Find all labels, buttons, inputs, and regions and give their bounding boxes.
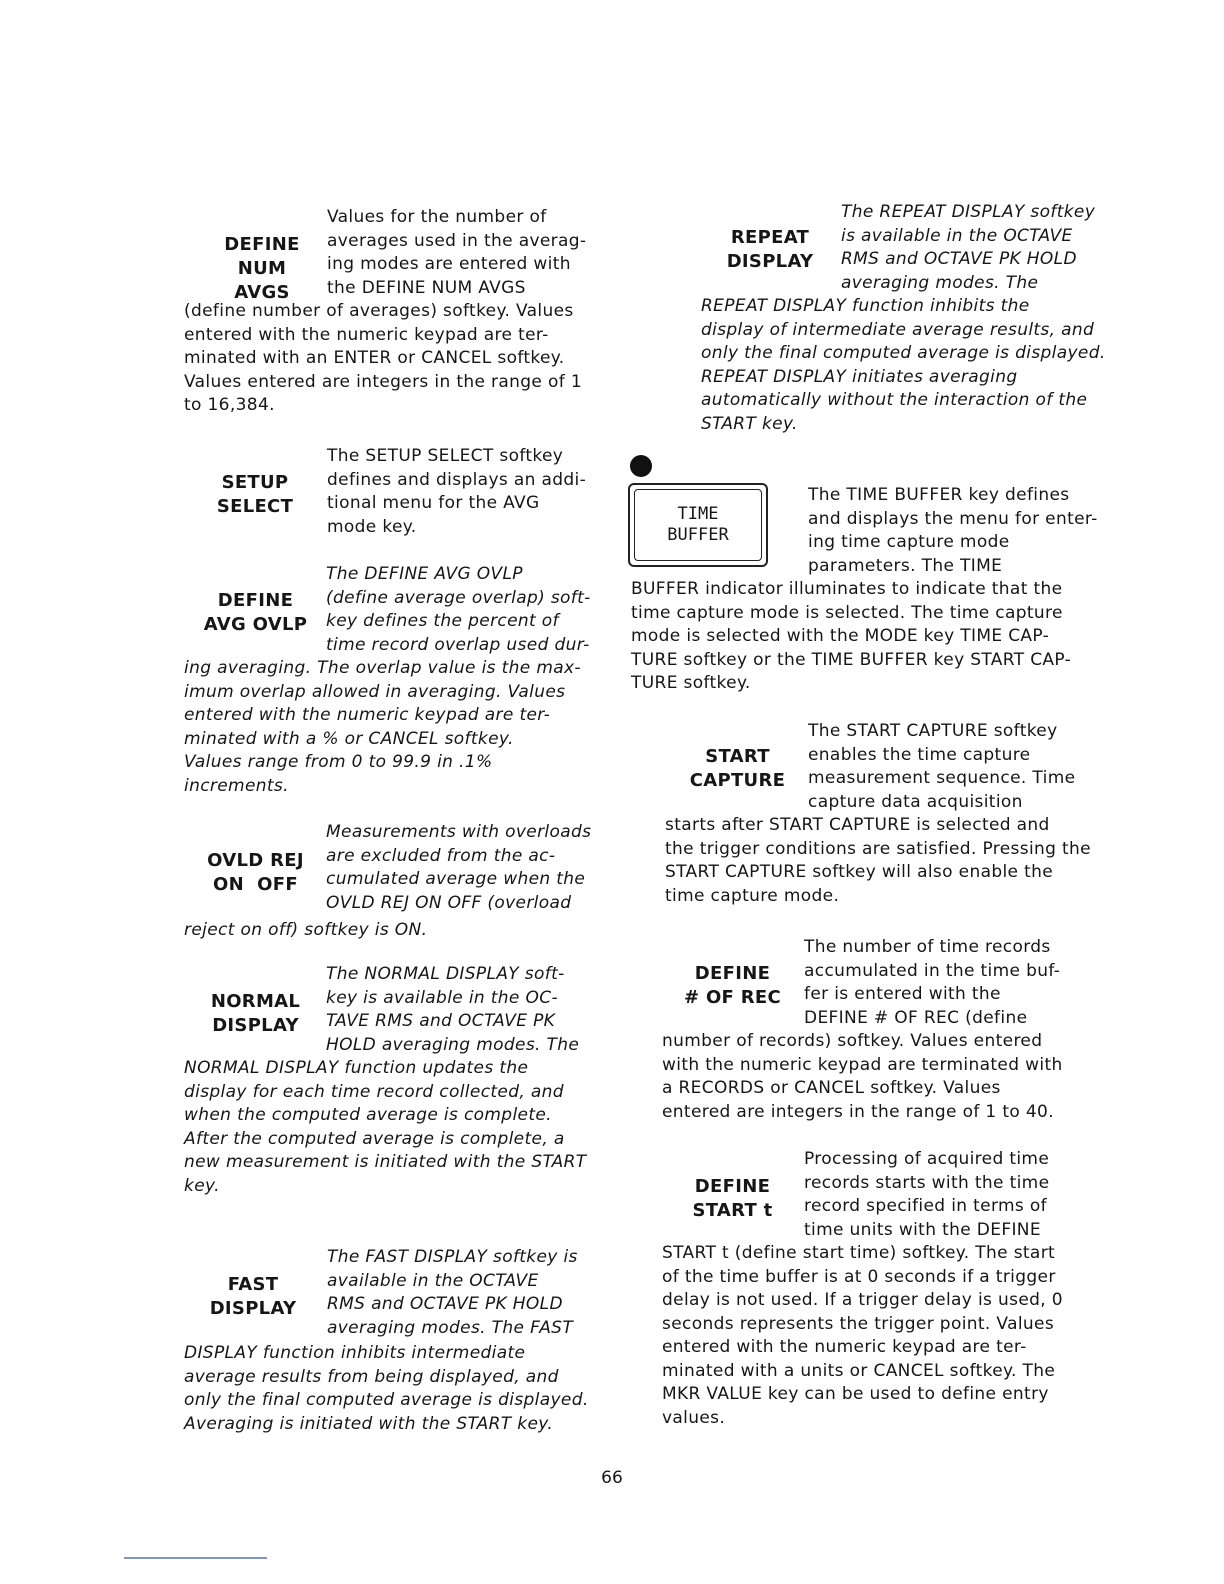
description-line: The START CAPTURE softkey (808, 721, 1058, 741)
softkey-label-line: DEFINE (224, 234, 300, 255)
description-line: delay is not used. If a trigger delay is used, 0 (662, 1290, 1063, 1310)
description-line: TURE softkey. (631, 673, 751, 693)
description-line: and displays the menu for enter- (808, 508, 1098, 529)
description-line: the trigger conditions are satisfied. Pressing the (665, 838, 1091, 859)
description-line: mode is selected with the MODE key TIME CAP- (631, 626, 1050, 646)
description-line: Values range from 0 to 99.9 in .1% (184, 752, 493, 772)
description-line: parameters. The TIME (808, 555, 1003, 576)
description-line: DEFINE # OF REC (define (804, 1007, 1028, 1028)
description-line: cumulated average when the (326, 869, 586, 889)
description-line: The FAST DISPLAY softkey is (327, 1247, 578, 1267)
description-line: The SETUP SELECT softkey (327, 446, 564, 466)
description-line: when the computed average is complete. (184, 1105, 552, 1125)
description-line: average results from being displayed, and (184, 1366, 559, 1387)
description-body (184, 1342, 589, 1436)
description-line: The NORMAL DISPLAY soft- (326, 964, 565, 984)
softkey-label-normal-display (203, 990, 308, 1038)
footer-divider (124, 1557, 267, 1559)
page-number: 66 (601, 1468, 623, 1488)
softkey-label-line: START (705, 746, 770, 767)
softkey-label-define-start-t (680, 1175, 785, 1223)
softkey-label-line: NUM AVGS (234, 258, 290, 303)
softkey-label-line: # OF REC (684, 987, 781, 1008)
description-line: (define number of averages) softkey. Values (184, 301, 574, 321)
softkey-label-line: FAST (227, 1274, 279, 1295)
softkey-label-line: DEFINE (694, 1176, 771, 1197)
description-body (184, 300, 582, 418)
softkey-label-fast-display (203, 1273, 303, 1321)
description-line: time capture mode. (665, 885, 840, 906)
description-line: imum overlap allowed in averaging. Values (184, 681, 566, 702)
description-line: key is available in the OC- (326, 987, 558, 1008)
softkey-label-line: REPEAT (730, 227, 810, 248)
description-line: averaging modes. The FAST (327, 1317, 574, 1338)
description-line: START key. (701, 413, 798, 434)
description-body (662, 1030, 1063, 1124)
softkey-label-line: START t (692, 1200, 773, 1221)
description-line: TURE softkey or the TIME BUFFER key START CAP- (631, 649, 1072, 670)
softkey-label-line: AVG OVLP (203, 614, 308, 635)
description-line: records starts with the time (804, 1172, 1050, 1193)
description-line: of the time buffer is at 0 seconds if a trigger (662, 1266, 1056, 1287)
softkey-label-setup-select (205, 471, 305, 519)
description-line: starts after START CAPTURE is selected and (665, 815, 1050, 835)
description-body (631, 578, 1071, 696)
description-line: increments. (184, 775, 289, 796)
description-lead (804, 1148, 1049, 1242)
description-line: time capture mode is selected. The time capture (631, 602, 1063, 623)
description-line: minated with a % or CANCEL softkey. (184, 728, 514, 749)
softkey-label-define-num-avgs (212, 233, 312, 305)
description-line: only the final computed average is displayed. (184, 1390, 589, 1410)
softkey-label-repeat-display (720, 226, 820, 274)
description-lead (808, 484, 1098, 578)
keycap-label-line2: BUFFER (667, 525, 729, 545)
description-line: display of intermediate average results, and (701, 319, 1095, 340)
description-line: available in the OCTAVE (327, 1270, 539, 1291)
softkey-label-line: DISPLAY (212, 1015, 299, 1036)
description-lead (327, 1246, 578, 1340)
description-lead (327, 206, 586, 300)
description-body (665, 814, 1091, 908)
softkey-label-ovld-rej (198, 849, 313, 897)
description-line: entered are integers in the range of 1 to 40. (662, 1101, 1054, 1122)
description-line: The DEFINE AVG OVLP (326, 564, 523, 584)
time-buffer-key-icon (628, 483, 768, 567)
softkey-label-line: CAPTURE (689, 770, 786, 791)
description-lead (804, 936, 1060, 1030)
description-line: REPEAT DISPLAY function inhibits the (701, 296, 1030, 316)
description-body (662, 1242, 1063, 1430)
description-line: fer is entered with the (804, 984, 1001, 1004)
softkey-label-line: DISPLAY (726, 251, 814, 272)
description-line: with the numeric keypad are terminated with (662, 1054, 1063, 1075)
description-line: Averaging is initiated with the START key. (184, 1413, 554, 1434)
description-line: key. (184, 1175, 220, 1196)
description-line: capture data acquisition (808, 791, 1023, 812)
description-line: time record overlap used dur- (326, 634, 590, 655)
description-line: (define average overlap) soft- (326, 587, 591, 608)
description-line: OVLD REJ ON OFF (overload (326, 892, 572, 913)
description-line: Measurements with overloads (326, 822, 592, 842)
description-line: averaging modes. The (841, 272, 1039, 293)
description-line: Processing of acquired time (804, 1149, 1050, 1169)
description-line: values. (662, 1407, 726, 1428)
description-line: key defines the percent of (326, 611, 559, 631)
description-line: entered with the numeric keypad are ter- (662, 1337, 1027, 1357)
description-line: Values for the number of (327, 207, 547, 227)
description-line: START t (define start time) softkey. The start (662, 1243, 1056, 1263)
description-line: only the final computed average is displayed. (701, 343, 1106, 363)
softkey-label-start-capture (685, 745, 790, 793)
description-line: Values entered are integers in the range of 1 (184, 371, 582, 392)
softkey-label-line: NORMAL (210, 991, 301, 1012)
description-line: DISPLAY function inhibits intermediate (184, 1343, 526, 1363)
description-line: minated with a units or CANCEL softkey. The (662, 1360, 1056, 1381)
description-line: HOLD averaging modes. The (326, 1034, 580, 1055)
description-line: The TIME BUFFER key defines (808, 485, 1070, 505)
description-line: enables the time capture (808, 744, 1031, 765)
description-body (184, 919, 427, 943)
description-line: a RECORDS or CANCEL softkey. Values (662, 1078, 1001, 1098)
description-line: defines and displays an addi- (327, 469, 587, 490)
description-line: tional menu for the AVG (327, 493, 540, 513)
description-line: automatically without the interaction of the (701, 390, 1088, 410)
description-line: After the computed average is complete, a (184, 1128, 565, 1149)
description-line: seconds represents the trigger point. Values (662, 1313, 1055, 1334)
softkey-label-line: DEFINE (217, 590, 294, 611)
description-line: display for each time record collected, and (184, 1081, 564, 1102)
description-body (184, 657, 581, 798)
description-line: new measurement is initiated with the START (184, 1152, 587, 1172)
description-line: MKR VALUE key can be used to define entry (662, 1384, 1049, 1404)
description-line: reject on off) softkey is ON. (184, 920, 428, 940)
description-line: measurement sequence. Time (808, 768, 1076, 788)
description-line: number of records) softkey. Values entered (662, 1031, 1043, 1051)
description-line: entered with the numeric keypad are ter- (184, 705, 551, 725)
description-line: ing modes are entered with (327, 254, 571, 274)
description-lead (327, 445, 586, 539)
description-line: RMS and OCTAVE PK HOLD (841, 249, 1077, 269)
description-line: TAVE RMS and OCTAVE PK (326, 1011, 556, 1031)
description-line: REPEAT DISPLAY initiates averaging (701, 366, 1018, 387)
description-line: BUFFER indicator illuminates to indicate that the (631, 579, 1063, 599)
description-lead (326, 821, 591, 915)
description-line: START CAPTURE softkey will also enable the (665, 862, 1054, 882)
softkey-label-line: SELECT (216, 496, 294, 517)
description-lead (841, 201, 1095, 295)
softkey-label-define-avg-ovlp (198, 589, 313, 637)
description-line: time units with the DEFINE (804, 1219, 1041, 1240)
softkey-label-line: ON OFF (213, 874, 298, 895)
description-line: minated with an ENTER or CANCEL softkey. (184, 348, 565, 368)
description-body (701, 295, 1106, 436)
softkey-label-line: DEFINE (694, 963, 771, 984)
description-line: the DEFINE NUM AVGS (327, 277, 526, 298)
description-line: is available in the OCTAVE (841, 225, 1073, 246)
description-line: NORMAL DISPLAY function updates the (184, 1058, 529, 1078)
description-line: to 16,384. (184, 395, 275, 415)
keycap-label-line1: TIME (677, 504, 719, 524)
description-lead (326, 963, 579, 1057)
softkey-label-line: OVLD REJ (207, 850, 304, 871)
description-lead (326, 563, 591, 657)
description-line: are excluded from the ac- (326, 845, 556, 866)
description-line: mode key. (327, 516, 417, 537)
description-body (184, 1057, 587, 1198)
softkey-label-line: DISPLAY (209, 1298, 297, 1319)
description-line: accumulated in the time buf- (804, 960, 1061, 981)
description-line: record specified in terms of (804, 1196, 1047, 1216)
description-line: The number of time records (804, 937, 1051, 957)
bullet-marker (630, 455, 652, 477)
softkey-label-define-num-rec (680, 962, 785, 1010)
softkey-label-line: SETUP (221, 472, 289, 493)
description-line: entered with the numeric keypad are ter- (184, 324, 549, 345)
description-line: RMS and OCTAVE PK HOLD (327, 1294, 563, 1314)
description-line: The REPEAT DISPLAY softkey (841, 202, 1096, 222)
description-lead (808, 720, 1075, 814)
description-line: ing time capture mode (808, 532, 1010, 552)
description-line: ing averaging. The overlap value is the max- (184, 658, 581, 678)
description-line: averages used in the averag- (327, 230, 587, 251)
